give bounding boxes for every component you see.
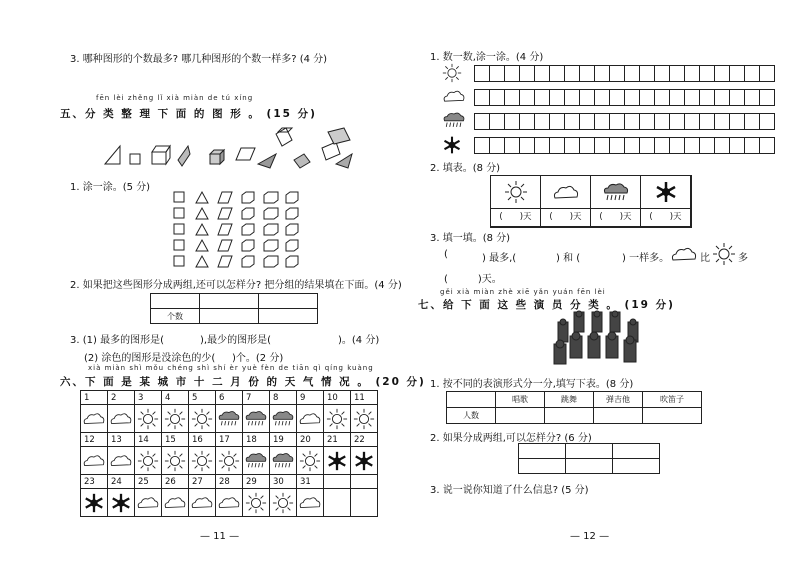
grid-triangle[interactable] <box>196 208 208 219</box>
parallelogram-shape <box>178 146 190 166</box>
count-box[interactable] <box>714 113 730 130</box>
calendar-weather-cell <box>161 446 189 475</box>
question-2: 2. 如果把这些图形分成两组,还可以怎样分? 把分组的结果填在下面。(4 分) <box>70 280 402 291</box>
calendar-weather-cell <box>350 488 378 517</box>
cloud-icon <box>552 182 580 202</box>
calendar-day-number: 24 <box>107 474 135 489</box>
grid-triangle[interactable] <box>196 192 208 203</box>
grid-cuboid[interactable] <box>264 240 278 251</box>
calendar-weather-cell <box>242 488 270 517</box>
count-box[interactable] <box>684 65 700 82</box>
calendar-weather-cell <box>80 488 108 517</box>
rain-icon <box>271 410 295 427</box>
count-box[interactable] <box>624 89 640 106</box>
right-question-1: 1. 数一数,涂一涂。(4 分) <box>430 52 544 63</box>
count-box[interactable] <box>504 137 520 154</box>
rain-icon <box>217 410 241 427</box>
fill-table-days-cell[interactable]: ( )天 <box>490 208 541 227</box>
grid-triangle[interactable] <box>196 224 208 235</box>
snow-icon <box>353 450 375 472</box>
calendar-day-number: 2 <box>107 390 135 405</box>
shapes-row <box>100 124 360 170</box>
calendar-day-number <box>350 474 378 489</box>
calendar-weather-cell <box>215 404 243 433</box>
calendar-day-number: 21 <box>323 432 351 447</box>
performer-question-1: 1. 按不同的表演形式分一分,填写下表。(8 分) <box>430 379 634 390</box>
performers-illustration <box>550 310 650 368</box>
count-box[interactable] <box>639 65 655 82</box>
count-box[interactable] <box>504 113 520 130</box>
fill-table-days-cell[interactable]: ( )天 <box>640 208 691 227</box>
count-box[interactable] <box>729 137 745 154</box>
fill-table-days-cell[interactable]: ( )天 <box>540 208 591 227</box>
count-box[interactable] <box>684 137 700 154</box>
calendar-weather-cell <box>80 446 108 475</box>
performance-header-0 <box>447 392 496 408</box>
more-text: 多 <box>738 253 748 264</box>
count-box[interactable] <box>714 137 730 154</box>
count-box[interactable] <box>639 137 655 154</box>
question-3a-start: 3. (1) 最多的图形是( <box>70 335 164 346</box>
count-box[interactable] <box>609 65 625 82</box>
calendar-day-number: 17 <box>215 432 243 447</box>
calendar-day-number: 27 <box>188 474 216 489</box>
count-box[interactable] <box>474 65 490 82</box>
calendar-weather-cell <box>80 404 108 433</box>
grid-parallelogram[interactable] <box>218 224 232 235</box>
right-question-2: 2. 填表。(8 分) <box>430 163 501 174</box>
cloud-icon <box>190 494 214 511</box>
blank-open-1: ( <box>444 249 448 260</box>
square-shape <box>130 154 140 164</box>
rain-icon <box>244 452 268 469</box>
count-box[interactable] <box>624 113 640 130</box>
count-box[interactable] <box>744 137 760 154</box>
count-box[interactable] <box>474 113 490 130</box>
cloud-icon <box>109 410 133 427</box>
right-page <box>400 0 800 566</box>
count-box[interactable] <box>699 113 715 130</box>
count-box[interactable] <box>624 137 640 154</box>
count-box[interactable] <box>594 137 610 154</box>
sun-icon <box>164 450 186 472</box>
triangle-shape <box>336 154 352 168</box>
grid-cuboid[interactable] <box>264 208 278 219</box>
grid-cube[interactable] <box>242 192 254 203</box>
count-box[interactable] <box>534 137 550 154</box>
fill-table <box>490 175 692 228</box>
sun-icon <box>299 450 321 472</box>
count-box[interactable] <box>669 89 685 106</box>
count-box[interactable] <box>579 89 595 106</box>
count-box[interactable] <box>669 113 685 130</box>
count-box[interactable] <box>654 65 670 82</box>
weather-calendar <box>80 390 377 517</box>
calendar-weather-cell <box>215 488 243 517</box>
calendar-day-number: 8 <box>269 390 297 405</box>
calendar-day-number: 18 <box>242 432 270 447</box>
count-box[interactable] <box>549 137 565 154</box>
compare-text: 比 <box>700 253 710 264</box>
count-row-label: 人数 <box>447 408 496 424</box>
snow-icon <box>83 492 105 514</box>
count-box[interactable] <box>699 137 715 154</box>
count-box[interactable] <box>669 137 685 154</box>
blank-text-and: ) 和 ( <box>556 253 581 264</box>
two-group-table[interactable] <box>518 443 660 474</box>
count-box[interactable] <box>474 89 490 106</box>
calendar-day-number: 3 <box>134 390 162 405</box>
cloud-icon <box>82 452 106 469</box>
section-6-pinyin: xià miàn shì mǒu chéng shì shí èr yuè fèn de tiān qì qíng kuàng <box>88 364 374 372</box>
question-3b-start: (2) 涂色的图形是没涂色的少( <box>84 353 216 364</box>
fill-table-icon-cell <box>490 175 541 209</box>
question-3a-mid: ),最少的图形是( <box>200 335 271 346</box>
count-box[interactable] <box>534 113 550 130</box>
count-box[interactable] <box>639 89 655 106</box>
count-box[interactable] <box>609 89 625 106</box>
count-box[interactable] <box>714 89 730 106</box>
calendar-day-number: 31 <box>296 474 324 489</box>
calendar-weather-cell <box>134 404 162 433</box>
fill-table-icon-cell <box>640 175 691 209</box>
calendar-weather-cell <box>296 404 324 433</box>
performer-question-3: 3. 说一说你知道了什么信息? (5 分) <box>430 485 589 496</box>
calendar-weather-cell <box>107 404 135 433</box>
blank-text-most: ) 最多,( <box>482 253 517 264</box>
cloud-icon <box>670 244 698 264</box>
calendar-weather-cell <box>161 488 189 517</box>
count-box[interactable] <box>654 137 670 154</box>
page-number-left: — 11 — <box>200 531 240 542</box>
grid-parallelogram[interactable] <box>218 256 232 267</box>
rain-icon <box>271 452 295 469</box>
calendar-day-number: 5 <box>188 390 216 405</box>
count-box[interactable] <box>759 65 775 82</box>
sun-icon <box>504 180 528 204</box>
calendar-day-number: 1 <box>80 390 108 405</box>
parallelogram-shape <box>236 148 255 160</box>
fill-table-days-cell[interactable]: ( )天 <box>590 208 641 227</box>
question-1: 1. 涂一涂。(5 分) <box>70 182 151 193</box>
cloud-icon <box>442 87 466 105</box>
count-box[interactable] <box>519 113 535 130</box>
calendar-weather-cell <box>350 404 378 433</box>
count-box[interactable] <box>579 65 595 82</box>
count-box[interactable] <box>699 89 715 106</box>
count-box[interactable] <box>744 113 760 130</box>
section-5-title: 五、分 类 整 理 下 面 的 图 形 。 (15 分) <box>60 108 317 120</box>
snow-icon <box>442 135 462 155</box>
count-box[interactable] <box>684 89 700 106</box>
count-box[interactable] <box>489 89 505 106</box>
count-box[interactable] <box>639 113 655 130</box>
parallelogram-shape <box>328 128 350 144</box>
performance-header-2: 跳舞 <box>545 392 594 408</box>
sun-icon <box>191 450 213 472</box>
rain-icon <box>244 410 268 427</box>
triangle-shape <box>258 154 276 168</box>
grid-cube[interactable] <box>242 208 254 219</box>
grid-cuboid[interactable] <box>286 224 298 235</box>
count-box[interactable] <box>534 89 550 106</box>
grid-cube[interactable] <box>242 224 254 235</box>
calendar-weather-cell <box>323 488 351 517</box>
sun-icon <box>137 408 159 430</box>
cuboid-shape <box>152 146 170 152</box>
calendar-day-number: 26 <box>161 474 189 489</box>
calendar-day-number: 25 <box>134 474 162 489</box>
count-box[interactable] <box>759 137 775 154</box>
page-number-right: — 12 — <box>570 531 610 542</box>
grid-cuboid[interactable] <box>286 256 298 267</box>
coloring-grid[interactable] <box>170 190 300 270</box>
count-box[interactable] <box>759 113 775 130</box>
count-box[interactable] <box>594 113 610 130</box>
count-color-rows <box>440 62 770 132</box>
section-7-pinyin: gěi xià miàn zhè xiē yǎn yuán fēn lèi <box>440 288 606 296</box>
performer-question-2: 2. 如果分成两组,可以怎样分? (6 分) <box>430 433 592 444</box>
grid-cuboid[interactable] <box>264 224 278 235</box>
performance-header-1: 唱歌 <box>496 392 545 408</box>
count-box[interactable] <box>474 137 490 154</box>
calendar-day-number: 19 <box>269 432 297 447</box>
cloud-icon <box>298 410 322 427</box>
section-7-title: 七、给 下 面 这 些 演 员 分 类 。 (19 分) <box>418 299 675 311</box>
calendar-weather-cell <box>161 404 189 433</box>
grid-square[interactable] <box>174 208 184 218</box>
grid-parallelogram[interactable] <box>218 208 232 219</box>
sun-icon <box>191 408 213 430</box>
count-box[interactable] <box>609 137 625 154</box>
calendar-day-number: 7 <box>242 390 270 405</box>
blank-days: ( )天。 <box>444 274 502 285</box>
count-box[interactable] <box>669 65 685 82</box>
grid-square[interactable] <box>174 224 184 234</box>
sun-icon <box>137 450 159 472</box>
rain-icon <box>442 111 466 129</box>
sun-icon <box>218 450 240 472</box>
count-box[interactable] <box>504 65 520 82</box>
cloud-icon <box>298 494 322 511</box>
section-6-title: 六、下 面 是 某 城 市 十 二 月 份 的 天 气 情 况 。 (20 分) <box>60 376 426 388</box>
calendar-day-number: 11 <box>350 390 378 405</box>
calendar-weather-cell <box>323 404 351 433</box>
count-box[interactable] <box>714 65 730 82</box>
grid-cuboid[interactable] <box>286 192 298 203</box>
count-box[interactable] <box>594 89 610 106</box>
sun-icon <box>712 242 736 266</box>
snow-icon <box>110 492 132 514</box>
sun-icon <box>442 63 462 83</box>
calendar-day-number: 28 <box>215 474 243 489</box>
count-box[interactable] <box>519 137 535 154</box>
count-box[interactable] <box>564 113 580 130</box>
calendar-weather-cell <box>350 446 378 475</box>
calendar-weather-cell <box>215 446 243 475</box>
rhombus-shape <box>294 154 310 168</box>
count-box[interactable] <box>534 65 550 82</box>
count-box[interactable] <box>699 65 715 82</box>
calendar-weather-cell <box>242 446 270 475</box>
grid-triangle[interactable] <box>196 240 208 251</box>
calendar-weather-cell <box>269 404 297 433</box>
calendar-day-number: 9 <box>296 390 324 405</box>
grid-square[interactable] <box>174 240 184 250</box>
count-box[interactable] <box>729 65 745 82</box>
calendar-weather-cell <box>323 446 351 475</box>
question-3b-end: )个。(2 分) <box>232 353 284 364</box>
calendar-weather-cell <box>188 404 216 433</box>
calendar-weather-cell <box>134 488 162 517</box>
count-box[interactable] <box>684 113 700 130</box>
calendar-day-number: 4 <box>161 390 189 405</box>
count-box[interactable] <box>579 113 595 130</box>
question-3a-end: )。(4 分) <box>338 335 380 346</box>
count-box[interactable] <box>549 65 565 82</box>
performance-table[interactable] <box>446 391 702 424</box>
count-box[interactable] <box>489 65 505 82</box>
grid-cuboid[interactable] <box>286 240 298 251</box>
grid-cuboid[interactable] <box>264 256 278 267</box>
count-label: 个数 <box>151 309 200 324</box>
fill-table-icon-cell <box>590 175 641 209</box>
grid-cube[interactable] <box>242 240 254 251</box>
blank-text-same: ) 一样多。 <box>622 253 670 264</box>
calendar-weather-cell <box>188 446 216 475</box>
snow-icon <box>326 450 348 472</box>
count-box[interactable] <box>729 113 745 130</box>
sun-icon <box>272 492 294 514</box>
count-box[interactable] <box>489 137 505 154</box>
calendar-day-number: 22 <box>350 432 378 447</box>
count-box[interactable] <box>609 113 625 130</box>
performance-header-3: 弹吉他 <box>594 392 643 408</box>
count-box[interactable] <box>579 137 595 154</box>
cloud-icon <box>82 410 106 427</box>
calendar-weather-cell <box>188 488 216 517</box>
cloud-icon <box>217 494 241 511</box>
grid-cuboid[interactable] <box>264 192 278 203</box>
calendar-day-number: 15 <box>161 432 189 447</box>
sun-icon <box>326 408 348 430</box>
calendar-day-number: 16 <box>188 432 216 447</box>
calendar-day-number: 6 <box>215 390 243 405</box>
cloud-icon <box>109 452 133 469</box>
count-box[interactable] <box>519 65 535 82</box>
calendar-weather-cell <box>107 446 135 475</box>
count-box[interactable] <box>504 89 520 106</box>
sun-icon <box>245 492 267 514</box>
grid-cuboid[interactable] <box>286 208 298 219</box>
calendar-weather-cell <box>296 446 324 475</box>
calendar-weather-cell <box>269 446 297 475</box>
parallelogram-shape <box>322 142 340 160</box>
sun-icon <box>353 408 375 430</box>
calendar-day-number: 20 <box>296 432 324 447</box>
count-box[interactable] <box>549 89 565 106</box>
grid-cube[interactable] <box>242 256 254 267</box>
count-box[interactable] <box>489 113 505 130</box>
cloud-icon <box>136 494 160 511</box>
grid-parallelogram[interactable] <box>218 240 232 251</box>
calendar-day-number: 14 <box>134 432 162 447</box>
fill-table-icon-cell <box>540 175 591 209</box>
calendar-day-number: 13 <box>107 432 135 447</box>
count-box[interactable] <box>744 89 760 106</box>
count-box[interactable] <box>624 65 640 82</box>
calendar-weather-cell <box>269 488 297 517</box>
count-box[interactable] <box>519 89 535 106</box>
count-box[interactable] <box>744 65 760 82</box>
count-box[interactable] <box>729 89 745 106</box>
grid-triangle[interactable] <box>196 256 208 267</box>
performance-header-4: 吹笛子 <box>643 392 702 408</box>
calendar-day-number: 10 <box>323 390 351 405</box>
count-box[interactable] <box>549 113 565 130</box>
grid-parallelogram[interactable] <box>218 192 232 203</box>
count-box[interactable] <box>564 137 580 154</box>
calendar-day-number: 30 <box>269 474 297 489</box>
calendar-weather-cell <box>107 488 135 517</box>
calendar-weather-cell <box>134 446 162 475</box>
section-5-pinyin: fēn lèi zhěng lǐ xià miàn de tú xíng <box>96 94 254 102</box>
question-3-top: 3. 哪种图形的个数最多? 哪几种图形的个数一样多? (4 分) <box>70 54 328 65</box>
calendar-day-number: 29 <box>242 474 270 489</box>
count-box[interactable] <box>594 65 610 82</box>
calendar-weather-cell <box>242 404 270 433</box>
calendar-day-number: 12 <box>80 432 108 447</box>
count-box[interactable] <box>759 89 775 106</box>
grid-square[interactable] <box>174 256 184 266</box>
count-box[interactable] <box>654 113 670 130</box>
count-box[interactable] <box>564 89 580 106</box>
calendar-weather-cell <box>296 488 324 517</box>
triangle-shape <box>105 146 120 164</box>
cloud-icon <box>163 494 187 511</box>
calendar-day-number <box>323 474 351 489</box>
count-box[interactable] <box>654 89 670 106</box>
grid-square[interactable] <box>174 192 184 202</box>
grouping-table[interactable] <box>150 293 318 324</box>
count-box[interactable] <box>564 65 580 82</box>
sun-icon <box>164 408 186 430</box>
right-question-3: 3. 填一填。(8 分) <box>430 233 511 244</box>
rain-icon <box>602 182 630 202</box>
snow-icon <box>654 180 678 204</box>
calendar-day-number: 23 <box>80 474 108 489</box>
